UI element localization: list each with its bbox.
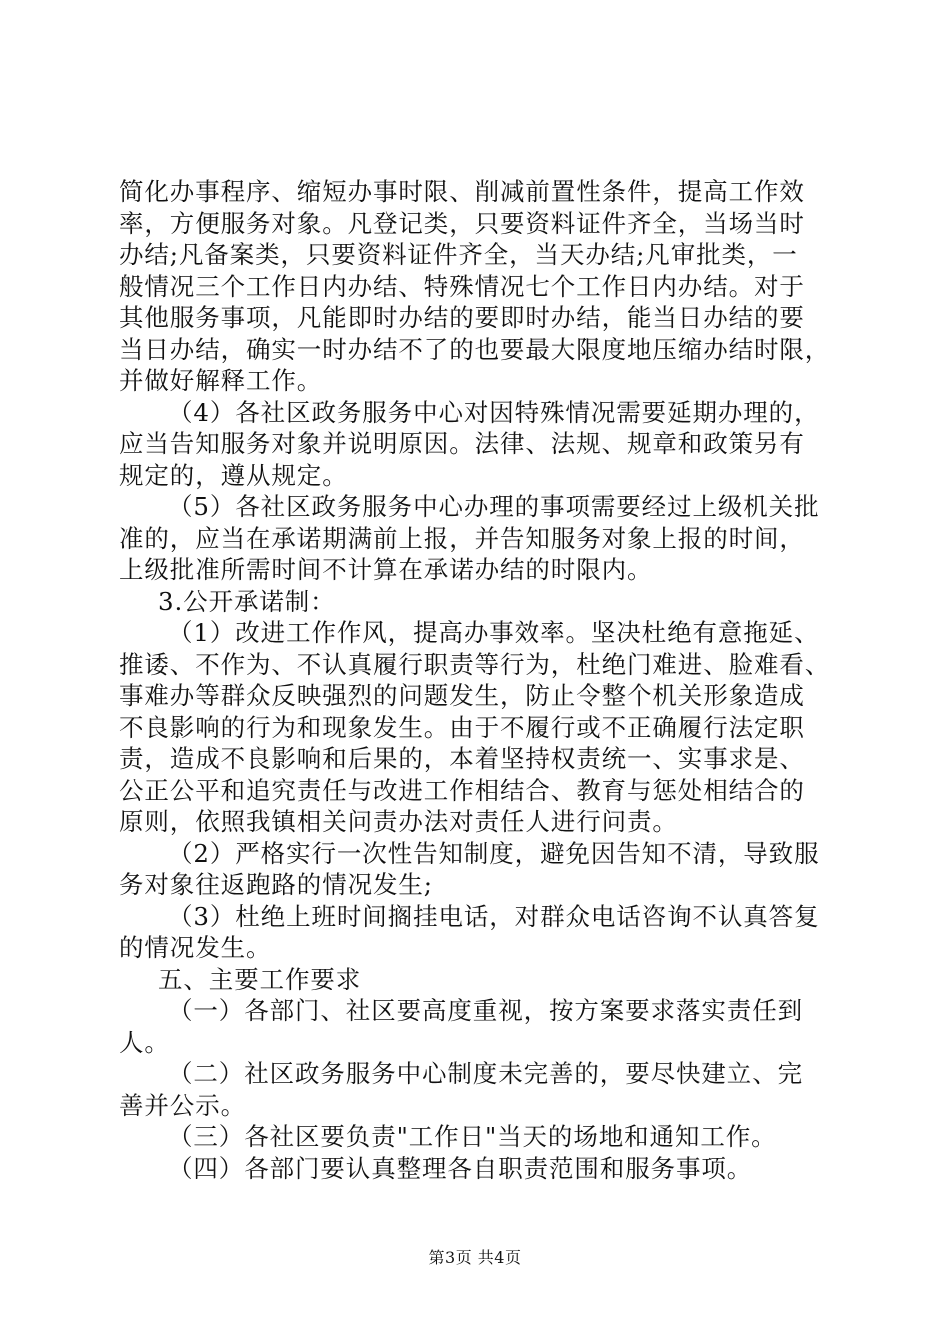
text-line: 准的，应当在承诺期满前上报，并告知服务对象上报的时间， [119,523,805,553]
text-line: （5）各社区政务服务中心办理的事项需要经过上级机关批 [168,492,820,521]
text-line: 办结;凡备案类，只要资料证件齐全，当天办结;凡审批类，一 [119,240,798,269]
text-line: （3）杜绝上班时间搁挂电话，对群众电话咨询不认真答复 [168,901,820,931]
text-line: 应当告知服务对象并说明原因。法律、法规、规章和政策另有 [119,429,805,458]
text-line: （4）各社区政务服务中心对因特殊情况需要延期办理的， [168,397,820,427]
text-line: 规定的，遵从规定。 [119,460,348,490]
page-footer: 第3页 共4页 [428,1248,522,1267]
text-line: 责，造成不良影响和后果的，本着坚持权责统一、实事求是、 [119,744,805,773]
text-line: （二）社区政务服务中心制度未完善的，要尽快建立、完 [168,1059,803,1088]
text-line: （四）各部门要认真整理各自职责范围和服务事项。 [168,1153,753,1183]
text-line: 般情况三个工作日内办结、特殊情况七个工作日内办结。对于 [119,271,805,301]
text-line: 事难办等群众反映强烈的问题发生，防止令整个机关形象造成 [119,681,805,710]
text-line: （一）各部门、社区要高度重视，按方案要求落实责任到 [168,996,803,1025]
text-line: 并做好解释工作。 [119,366,323,395]
text-line: 务对象往返跑路的情况发生; [119,870,433,899]
text-line: 当日办结，确实一时办结不了的也要最大限度地压缩办结时限， [119,334,831,364]
document-body [119,176,831,1184]
text-line: （三）各社区要负责"工作日"当天的场地和通知工作。 [168,1122,777,1151]
text-line: 的情况发生。 [119,933,272,962]
text-line: 公正公平和追究责任与改进工作相结合、教育与惩处相结合的 [119,775,805,805]
text-line: （2）严格实行一次性告知制度，避免因告知不清，导致服 [168,838,820,868]
text-line: 3.公开承诺制： [158,586,336,616]
text-line: 率，方便服务对象。凡登记类，只要资料证件齐全，当场当时 [119,208,805,238]
text-line: 不良影响的行为和现象发生。由于不履行或不正确履行法定职 [119,712,805,742]
text-line: 上级批准所需时间不计算在承诺办结的时限内。 [119,555,653,584]
text-line: 善并公示。 [119,1090,246,1120]
text-line: 推诿、不作为、不认真履行职责等行为，杜绝门难进、脸难看、 [119,649,831,679]
text-line: 五、主要工作要求 [158,964,362,994]
text-line: 其他服务事项，凡能即时办结的要即时办结，能当日办结的要 [119,303,805,332]
text-line: 原则，依照我镇相关问责办法对责任人进行问责。 [119,807,678,836]
text-line: （1）改进工作作风，提高办事效率。坚决杜绝有意拖延、 [168,618,820,647]
text-line: 人。 [119,1027,170,1057]
text-line: 简化办事程序、缩短办事时限、削减前置性条件，提高工作效 [119,177,805,206]
